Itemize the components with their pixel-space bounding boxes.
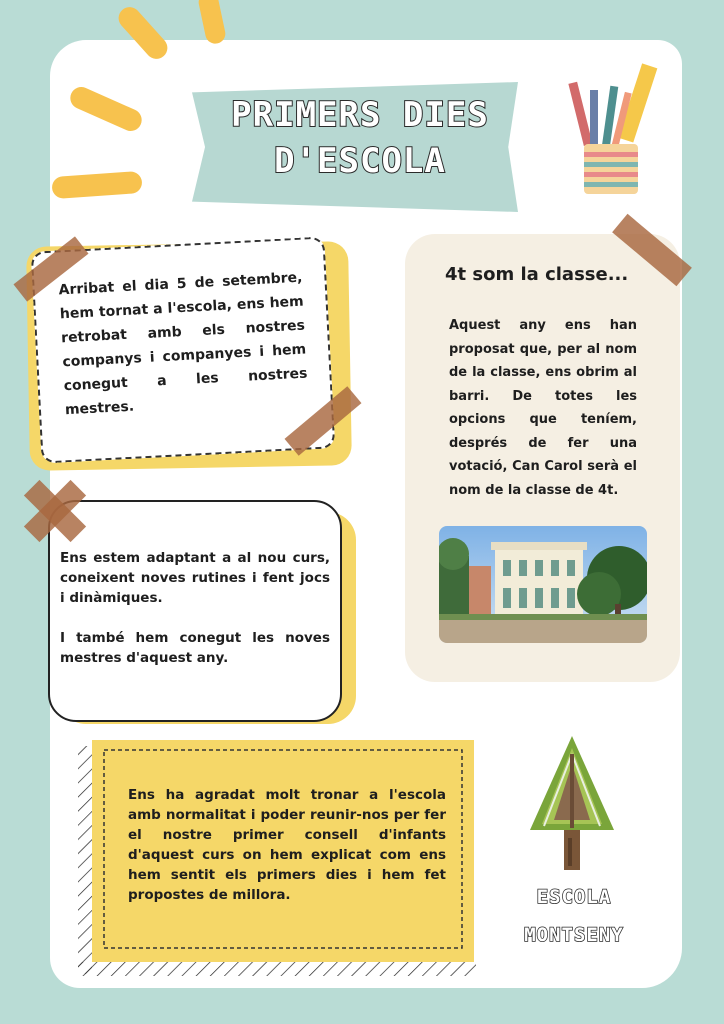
school-line-2: MONTSENY — [524, 924, 624, 946]
building-photo — [439, 526, 647, 643]
intro-text: Arribat el dia 5 de setembre, hem tornat a l'escola, ens hem retrobat amb els nostres companys i companyes i hem conegut a les nostres mestres. — [58, 269, 308, 419]
adapting-text: Ens estem adaptant a al nou curs, coneixent noves rutines i fent jocs i dinàmiques. — [60, 550, 330, 606]
tree-collage-icon — [524, 734, 620, 874]
teachers-text: I també hem conegut les noves mestres d'aquest any. — [60, 630, 330, 666]
title-line-1: PRIMERS DIES — [231, 95, 489, 135]
intro-card — [31, 236, 336, 463]
page-title — [180, 92, 540, 184]
school-name — [490, 878, 658, 954]
school-line-1: ESCOLA — [536, 886, 612, 908]
pencil-cup-icon — [562, 62, 662, 202]
title-line-2: D'ESCOLA — [274, 141, 446, 181]
adapting-card — [48, 500, 342, 722]
council-text: Ens ha agradat molt tronar a l'escola amb normalitat i poder reunir-nos per fer el nostre primer consell d'infants d'aquest curs on hem explicat com ens hem sentit els primers dies i hem fet propostes de millora. — [128, 787, 446, 903]
class-text: Aquest any ens han proposat que, per al nom de la classe, ens obrim al barri. De totes les opcions que teníem, després de fer una votació, Can Carol serà el nom de la classe de 4t. — [449, 318, 637, 498]
council-card — [78, 740, 476, 978]
class-heading: 4t som la classe... — [445, 264, 629, 285]
